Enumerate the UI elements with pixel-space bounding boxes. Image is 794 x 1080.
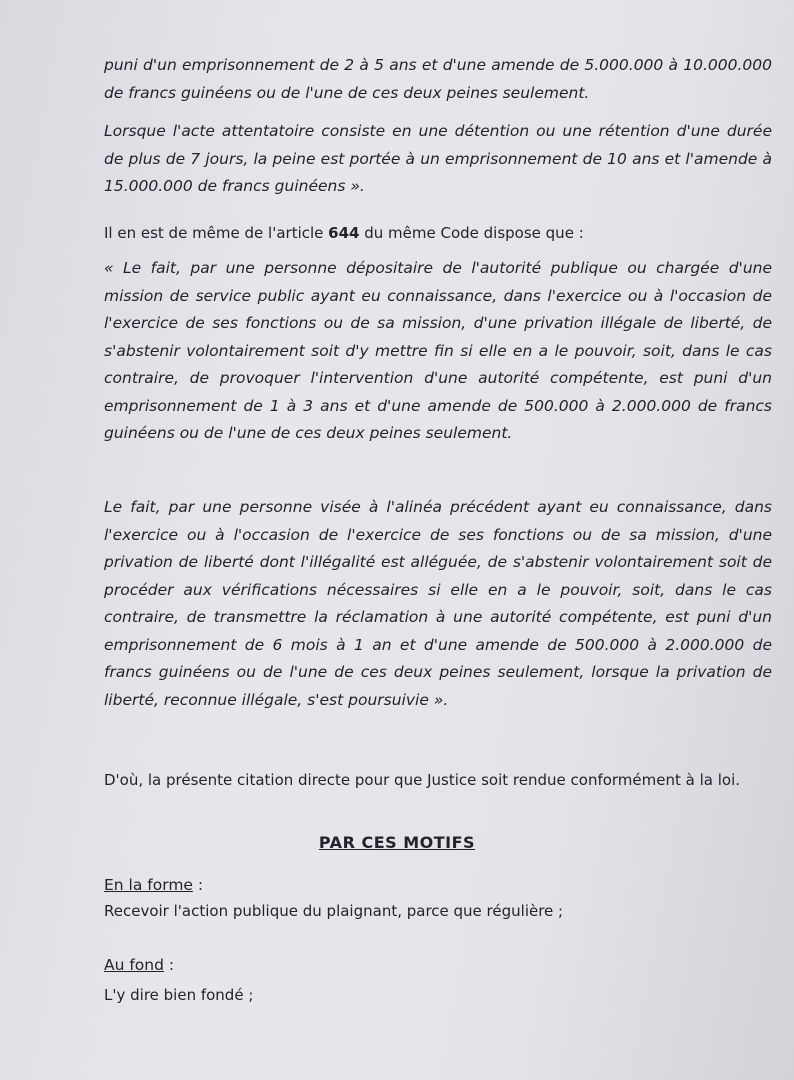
forme-text: Recevoir l'action publique du plaignant, parce que régulière ;: [104, 902, 564, 920]
article-number: 644: [328, 224, 360, 242]
paragraph-article-reference: [104, 220, 772, 248]
paragraph-conclusion: D'où, la présente citation directe pour que Justice soit rendue conformément à la loi.: [104, 771, 741, 789]
paragraph-article-quote-2: Le fait, par une personne visée à l'alinéa précédent ayant eu connaissance, dans l'exercice ou à l'occasion de l'exercice de ses fonctions ou de sa mission, d'une privation de liberté dont l'illégalité est alléguée, de s'abstenir volontairement soit de procéder aux vérifications nécessaires si elle en a le pouvoir, soit, dans le cas contraire, de transmettre la réclamation à une autorité compétente, est puni d'un emprisonnement de 6 mois à 1 an et d'une amende de 500.000 à 2.000.000 de francs guinéens ou de l'une de ces deux peines seulement, lorsque la privation de liberté, reconnue illégale, s'est poursuivie ».: [104, 498, 772, 709]
article-reference-after: du même Code dispose que :: [359, 224, 584, 242]
fond-label: [104, 956, 174, 974]
section-heading: PAR CES MOTIFS: [318, 833, 476, 852]
fond-text: L'y dire bien fondé ;: [104, 986, 254, 1004]
paragraph-penalty-continuation: puni d'un emprisonnement de 2 à 5 ans et d'une amende de 5.000.000 à 10.000.000 de francs guinéens ou de l'une de ces deux peines seulement.: [104, 56, 772, 102]
forme-label-text: En la forme: [104, 876, 193, 894]
fond-label-text: Au fond: [104, 956, 164, 974]
paragraph-detention-clause: Lorsque l'acte attentatoire consiste en une détention ou une rétention d'une durée de plus de 7 jours, la peine est portée à un emprisonnement de 10 ans et l'amende à 15.000.000 de francs guinéens ».: [104, 122, 772, 195]
forme-label-suffix: :: [192, 876, 204, 894]
article-reference-before: Il en est de même de l'article: [104, 224, 329, 242]
fond-label-suffix: :: [163, 956, 175, 974]
forme-label: [104, 876, 203, 894]
paragraph-article-quote-1: « Le fait, par une personne dépositaire de l'autorité publique ou chargée d'une mission de service public ayant eu connaissance, dans l'exercice ou à l'occasion de l'exercice de ses fonctions ou de sa mission, d'une privation illégale de liberté, de s'abstenir volontairement soit d'y mettre fin si elle en a le pouvoir, soit, dans le cas contraire, de provoquer l'intervention d'une autorité compétente, est puni d'un emprisonnement de 1 à 3 ans et d'une amende de 500.000 à 2.000.000 de francs guinéens ou de l'une de ces deux peines seulement.: [104, 259, 772, 442]
